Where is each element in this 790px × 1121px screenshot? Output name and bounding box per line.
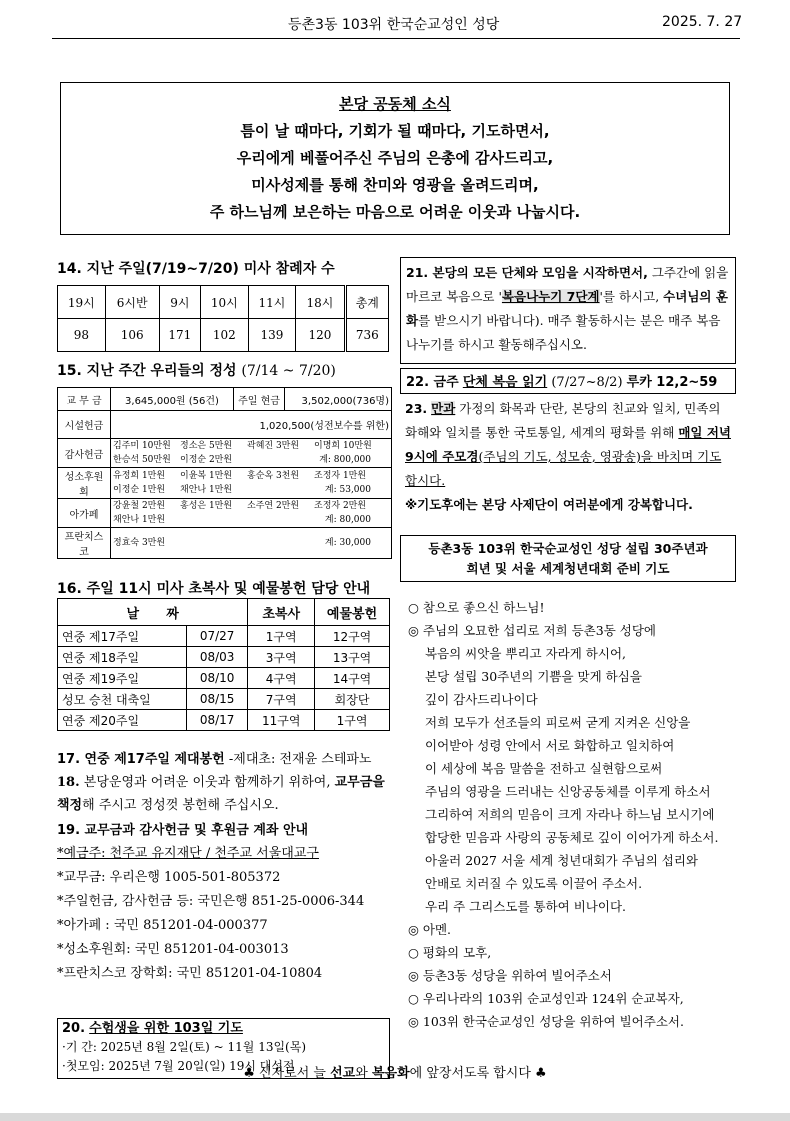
serve-day: 성모 승천 대축일 xyxy=(58,689,187,710)
prayer-line: ◎ 주님의 오묘한 섭리로 저희 등촌3동 성당에 xyxy=(408,623,656,638)
prayer-title-1: 등촌3동 103위 한국순교성인 성당 설립 30주년과 xyxy=(428,541,708,556)
table-row xyxy=(58,689,390,710)
serve-offering: 14구역 xyxy=(315,668,390,689)
notice-box xyxy=(60,82,730,235)
s22-ref: 루카 12,2~59 xyxy=(626,375,718,390)
prayer-line: 저희 모두가 선조들의 피로써 굳게 지켜온 신앙을 xyxy=(425,715,691,730)
agape-item: 채안나 1만원 xyxy=(113,515,166,525)
s21-bold2: 수녀님의 훈화 xyxy=(406,289,728,328)
att-header: 6시반 xyxy=(105,286,159,319)
s19-line: *교무금: 우리은행 1005-501-805372 xyxy=(57,870,281,885)
collection-value: 3,645,000원 (56건) xyxy=(111,388,234,411)
s19-list xyxy=(57,842,397,986)
serve-offering: 1구역 xyxy=(315,710,390,731)
vocation-item: 채안나 1만원 xyxy=(180,485,233,495)
serve-server: 11구역 xyxy=(248,710,315,731)
s22-title: 단체 복음 읽기 xyxy=(462,375,548,390)
att-value: 171 xyxy=(159,319,200,352)
prayer-line: ○ 평화의 모후, xyxy=(408,945,492,960)
s23-text2: (주님의 기도, 성모송, 영광송)을 바치며 기도합시다. xyxy=(405,449,722,488)
prayer-line: 합당한 믿음과 사랑의 공동체로 깊이 이어가게 하소서. xyxy=(425,830,719,845)
facility-value: 1,020,500(성전보수를 위한) xyxy=(111,411,392,439)
s19-line: *아가페 : 국민 851201-04-000377 xyxy=(57,918,268,933)
serve-date: 08/17 xyxy=(187,710,248,731)
serve-header-server: 초복사 xyxy=(248,599,315,626)
vocation-item: 이정순 1만원 xyxy=(113,485,166,495)
s23-title: 만과 xyxy=(431,401,456,416)
s19-line: *예금주: 천주교 유지재단 / 천주교 서울대교구 xyxy=(57,846,319,861)
footer-text-a: ♣ 신자로서 늘 xyxy=(243,1066,326,1081)
s21-box xyxy=(400,257,736,364)
vocation-total: 계: 53,000 xyxy=(324,485,371,495)
prayer-title-box xyxy=(400,535,736,582)
agape-item: 홍성은 1만원 xyxy=(180,501,233,511)
vocation-label: 성소후원회 xyxy=(58,468,111,499)
agape-item: 강윤철 2만원 xyxy=(113,501,166,511)
s14-title: 14. 지난 주일(7/19~7/20) 미사 참례자 수 xyxy=(57,261,335,277)
serve-date: 08/03 xyxy=(187,647,248,668)
agape-item: 조정자 2만원 xyxy=(314,501,367,511)
prayer-line: 깊이 감사드리나이다 xyxy=(425,692,538,707)
francis-item: 정효숙 3만원 xyxy=(113,538,166,548)
notice-line: 미사성제를 통해 찬미와 영광을 올려드리며, xyxy=(251,176,539,194)
footer-slogan xyxy=(0,1062,790,1081)
serve-offering: 13구역 xyxy=(315,647,390,668)
vocation-item: 유정희 1만원 xyxy=(113,471,166,481)
vocation-item: 홍순옥 3천원 xyxy=(247,471,300,481)
footer-text-w: 와 xyxy=(355,1066,368,1081)
attendance-table xyxy=(57,285,389,352)
header-title: 등촌3동 103위 한국순교성인 성당 xyxy=(288,17,500,33)
prayer-text xyxy=(408,596,740,1033)
thanks-total: 계: 800,000 xyxy=(319,455,371,465)
s18-bold: 교무금을 책정 xyxy=(57,775,385,813)
att-value: 139 xyxy=(248,319,296,352)
s22-num: 22. 금주 xyxy=(406,375,459,390)
att-header: 19시 xyxy=(58,286,106,319)
s18-text-b: 해 주시고 정성껏 봉헌해 주십시오. xyxy=(82,798,279,813)
s21-text3: 를 받으시기 바랍니다). 매주 활동하시는 분은 매주 복음나누기를 하시고 활동해주십시오. xyxy=(406,313,721,352)
att-header: 9시 xyxy=(159,286,200,319)
s20-line1: ·기 간: 2025년 8월 2일(토) ~ 11월 13일(목) xyxy=(62,1040,307,1054)
serve-header-offering: 예물봉헌 xyxy=(315,599,390,626)
att-header: 18시 xyxy=(296,286,345,319)
header-date: 2025. 7. 27 xyxy=(662,14,743,30)
s21-bold1: 복음나누기 7단계 xyxy=(501,289,600,304)
notice-line: 틈이 날 때마다, 기회가 될 때마다, 기도하면서, xyxy=(240,122,550,140)
prayer-line: ◎ 등촌3동 성당을 위하여 빌어주소서 xyxy=(408,968,612,983)
s23-note: ※기도후에는 본당 사제단이 여러분에게 강복합니다. xyxy=(405,497,693,512)
footer-text-b: 에 앞장서도록 합시다 ♣ xyxy=(409,1066,547,1081)
facility-label: 시설헌금 xyxy=(58,411,111,439)
prayer-line: 복음의 씨앗을 뿌리고 자라게 하시어, xyxy=(425,646,626,661)
prayer-line: ◎ 아멘. xyxy=(408,922,452,937)
s18 xyxy=(57,771,397,817)
serve-server: 4구역 xyxy=(248,668,315,689)
s23 xyxy=(400,397,736,517)
prayer-line: 이 세상에 복음 말씀을 전하고 실현함으로써 xyxy=(425,761,663,776)
s23-num: 23. xyxy=(405,401,428,416)
thanks-item: 이정순 2만원 xyxy=(180,455,233,465)
prayer-line: 우리 주 그리스도를 통하여 비나이다. xyxy=(425,899,626,914)
s17-text: -제대초: 전재윤 스테파노 xyxy=(228,752,372,767)
s15-period: (7/14 ~ 7/20) xyxy=(241,363,336,379)
s20-title: 수험생을 위한 103일 기도 xyxy=(89,1021,243,1036)
prayer-line: ○ 우리나라의 103위 순교성인과 124위 순교복자, xyxy=(408,991,684,1006)
serve-server: 1구역 xyxy=(248,626,315,647)
s17-title: 17. 연중 제17주일 제대봉헌 xyxy=(57,752,225,767)
serve-day: 연중 제19주일 xyxy=(58,668,187,689)
s21-title: 21. 본당의 모든 단체와 모임을 시작하면서, xyxy=(406,265,648,280)
serve-server: 3구역 xyxy=(248,647,315,668)
sunday-label: 주일 현금 xyxy=(234,388,285,411)
service-table xyxy=(57,598,390,731)
serve-server: 7구역 xyxy=(248,689,315,710)
prayer-line: 본당 설립 30주년의 기쁨을 맞게 하심을 xyxy=(425,669,642,684)
att-value: 102 xyxy=(200,319,248,352)
footer-bold-1: 선교 xyxy=(330,1066,356,1081)
bottom-bar xyxy=(0,1113,790,1121)
thanks-item: 한승석 50만원 xyxy=(113,455,171,465)
table-row xyxy=(58,647,390,668)
s19-line: *성소후원회: 국민 851201-04-003013 xyxy=(57,942,289,957)
att-value: 98 xyxy=(58,319,106,352)
serve-offering: 회장단 xyxy=(315,689,390,710)
francis-total: 계: 30,000 xyxy=(324,538,371,548)
att-header-total: 총계 xyxy=(345,286,388,319)
table-row xyxy=(58,668,390,689)
serve-day: 연중 제20주일 xyxy=(58,710,187,731)
thanks-item: 김주미 10만원 xyxy=(113,441,171,451)
prayer-line: ○ 참으로 좋으신 하느님! xyxy=(408,600,545,615)
s20-num: 20. xyxy=(62,1021,86,1036)
s22-period: (7/27~8/2) xyxy=(551,375,623,390)
thanks-item: 곽혜진 3만원 xyxy=(247,441,300,451)
s15-title-text: 15. 지난 주간 우리들의 정성 xyxy=(57,363,237,379)
prayer-title-2: 희년 및 서울 세계청년대회 준비 기도 xyxy=(466,561,670,576)
serve-date: 07/27 xyxy=(187,626,248,647)
sunday-value: 3,502,000(736명) xyxy=(285,388,392,411)
header-divider xyxy=(52,38,740,39)
vocation-item: 이윤복 1만원 xyxy=(180,471,233,481)
agape-total: 계: 80,000 xyxy=(324,515,371,525)
serve-day: 연중 제17주일 xyxy=(58,626,187,647)
s16-title: 16. 주일 11시 미사 초복사 및 예물봉헌 담당 안내 xyxy=(57,581,371,597)
s23-bold: 매일 저녁 9시에 주모경 xyxy=(405,425,731,464)
thanks-item: 정소은 5만원 xyxy=(180,441,233,451)
s23-text: 가정의 화목과 단란, 본당의 친교와 일치, 민족의 화해와 일치를 통한 국토통일, 세계의 평화를 위해 xyxy=(405,401,721,440)
s20-line2: ·첫모임: 2025년 7월 20일(일) 19시 대성전 xyxy=(62,1059,295,1073)
notice-line: 주 하느님께 보은하는 마음으로 어려운 이웃과 나눕시다. xyxy=(209,203,581,221)
notice-line: 우리에게 베풀어주신 주님의 은총에 감사드리고, xyxy=(236,149,554,167)
s19-line: *프란치스코 장학회: 국민 851201-04-10804 xyxy=(57,966,323,981)
agape-item: 소주연 2만원 xyxy=(247,501,300,511)
notice-title: 본당 공동체 소식 xyxy=(339,95,451,113)
s18-num: 18. xyxy=(57,775,80,790)
serve-date: 08/10 xyxy=(187,668,248,689)
s21-text1: 그주간에 읽을 마르코 복음으로 ' xyxy=(406,265,729,304)
att-header: 10시 xyxy=(200,286,248,319)
thanks-item: 이명희 10만원 xyxy=(314,441,372,451)
serve-date: 08/15 xyxy=(187,689,248,710)
att-value: 120 xyxy=(296,319,345,352)
prayer-line: 아울러 2027 서울 세계 청년대회가 주님의 섭리와 xyxy=(425,853,699,868)
prayer-line: ◎ 103위 한국순교성인 성당을 위하여 빌어주소서. xyxy=(408,1014,684,1029)
francis-label: 프란치스코 xyxy=(58,528,111,559)
att-header: 11시 xyxy=(248,286,296,319)
prayer-line: 주님의 영광을 드러내는 신앙공동체를 이루게 하소서 xyxy=(425,784,711,799)
serve-day: 연중 제18주일 xyxy=(58,647,187,668)
s21-text2: '를 하시고, xyxy=(599,289,660,304)
footer-bold-2: 복음화 xyxy=(371,1066,410,1081)
left-lower-text xyxy=(57,748,397,986)
thanks-label: 감사헌금 xyxy=(58,439,111,468)
s15-title xyxy=(57,360,336,380)
att-value: 106 xyxy=(105,319,159,352)
collection-label: 교 무 금 xyxy=(58,388,111,411)
s22-box xyxy=(400,368,736,394)
offerings-table xyxy=(57,387,392,559)
prayer-line: 그리하여 저희의 믿음이 크게 자라나 하느님 보시기에 xyxy=(425,807,715,822)
table-row xyxy=(58,710,390,731)
agape-label: 아가페 xyxy=(58,499,111,528)
serve-offering: 12구역 xyxy=(315,626,390,647)
s17 xyxy=(57,748,397,771)
prayer-line: 안배로 치러질 수 있도록 이끌어 주소서. xyxy=(425,876,643,891)
serve-header-date: 날 짜 xyxy=(58,599,248,626)
table-row xyxy=(58,626,390,647)
s18-text-a: 본당운영과 어려운 이웃과 함께하기 위하여, xyxy=(83,775,331,790)
vocation-item: 조정자 1만원 xyxy=(314,471,367,481)
att-total: 736 xyxy=(345,319,388,352)
prayer-line: 이어받아 성령 안에서 서로 화합하고 일치하여 xyxy=(425,738,675,753)
s19-line: *주일헌금, 감사헌금 등: 국민은행 851-25-0006-344 xyxy=(57,894,365,909)
s19-title: 19. 교무금과 감사헌금 및 후원금 계좌 안내 xyxy=(57,823,309,838)
